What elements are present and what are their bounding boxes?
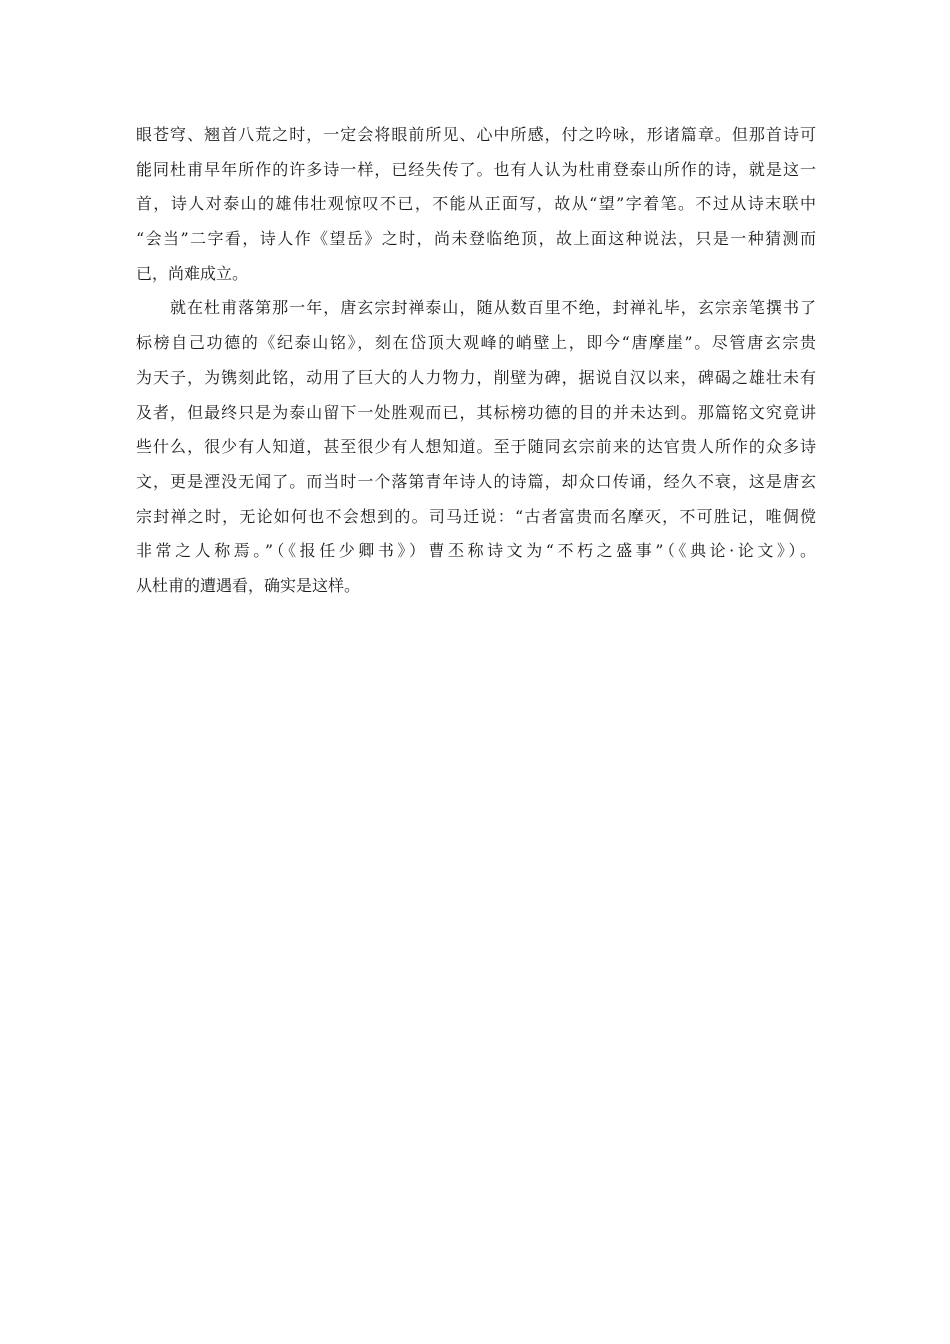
text-line: 首，诗人对泰山的雄伟壮观惊叹不已，不能从正面写，故从“望”字着笔。不过从诗末联中: [136, 194, 816, 214]
text-line: 些什么，很少有人知道，甚至很少有人想知道。至于随同玄宗前来的达官贵人所作的众多诗: [136, 437, 816, 457]
paragraph-1: [136, 118, 816, 291]
text-line: 眼苍穹、翘首八荒之时，一定会将眼前所见、心中所感，付之吟咏，形诸篇章。但那首诗可: [136, 125, 816, 144]
text-line: 非常之人称焉。”（《报任少卿书》）曹丕称诗文为“不朽之盛事”（《典论·论文》）。: [136, 541, 816, 561]
text-line: 就在杜甫落第那一年，唐玄宗封禅泰山，随从数百里不绝，封禅礼毕，玄宗亲笔撰书了: [170, 298, 816, 318]
text-line: 已，尚难成立。: [136, 263, 249, 283]
document-body: [136, 118, 816, 604]
text-line: 标榜自己功德的《纪泰山铭》，刻在岱顶大观峰的峭壁上，即今“唐摩崖”。尽管唐玄宗贵: [136, 333, 816, 353]
text-line: 及者，但最终只是为泰山留下一处胜观而已，其标榜功德的目的并未达到。那篇铭文究竟讲: [136, 402, 816, 422]
text-line: 宗封禅之时，无论如何也不会想到的。司马迁说：“古者富贵而名摩灭，不可胜记，唯倜傥: [136, 506, 816, 526]
text-line: “会当”二字看，诗人作《望岳》之时，尚未登临绝顶，故上面这种说法，只是一种猜测而: [136, 229, 816, 249]
paragraph-2: [136, 291, 816, 603]
text-line: 从杜甫的遭遇看，确实是这样。: [136, 575, 361, 595]
text-line: 能同杜甫早年所作的许多诗一样，已经失传了。也有人认为杜甫登泰山所作的诗，就是这一: [136, 159, 816, 179]
text-line: 文，更是湮没无闻了。而当时一个落第青年诗人的诗篇，却众口传诵，经久不衰，这是唐玄: [136, 471, 816, 491]
text-line: 为天子，为镌刻此铭，动用了巨大的人力物力，削壁为碑，据说自汉以来，碑碣之雄壮未有: [136, 367, 816, 387]
